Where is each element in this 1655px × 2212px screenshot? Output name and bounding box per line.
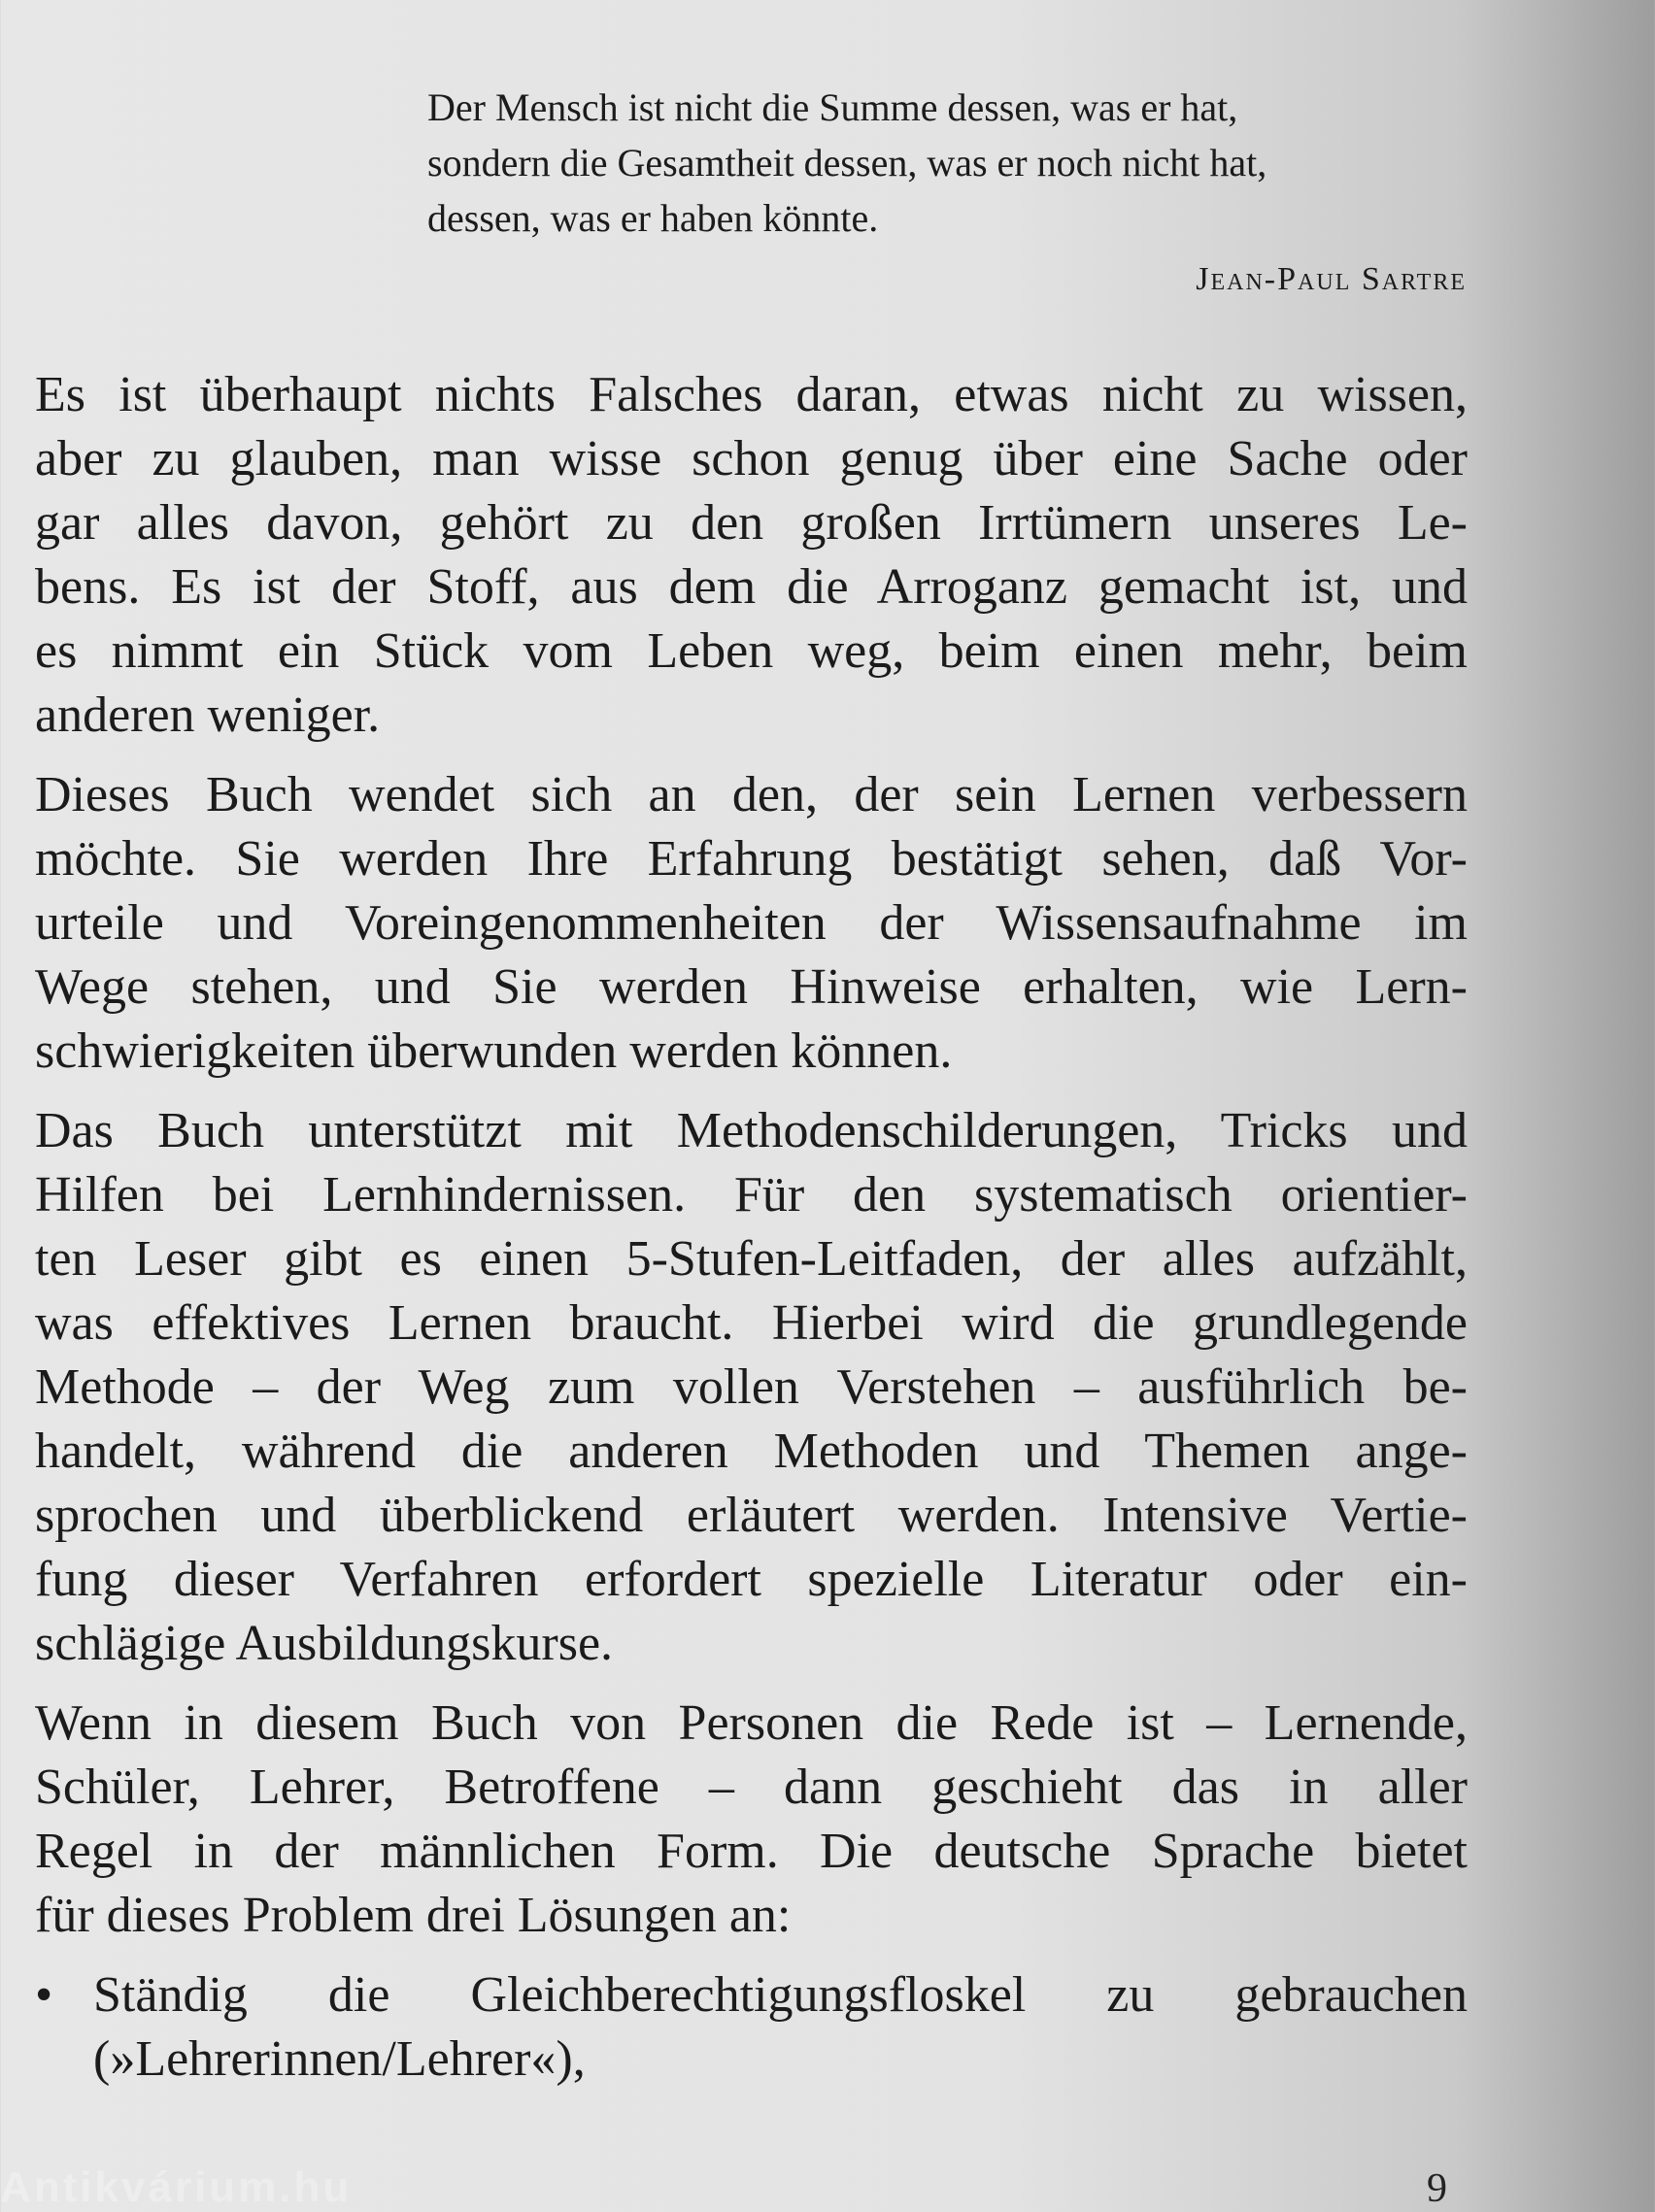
- text-line: (»Lehrerinnen/Lehrer«),: [93, 2031, 586, 2087]
- text-line: Hilfen bei Lernhindernissen. Für den systematisch orientier-: [35, 1167, 1468, 1223]
- text-line: es nimmt ein Stück vom Leben weg, beim einen mehr, beim: [35, 623, 1468, 679]
- text-line: sprochen und überblickend erläutert werden. Intensive Vertie-: [35, 1488, 1468, 1543]
- page-number: 9: [1427, 2166, 1447, 2211]
- text-line: Regel in der männlichen Form. Die deutsche Sprache bietet: [35, 1824, 1468, 1879]
- epigraph-line: sondern die Gesamtheit dessen, was er noch nicht hat,: [427, 141, 1267, 184]
- text-line: Ständig die Gleichberechtigungsfloskel zu gebrauchen: [93, 1967, 1468, 2023]
- text-line: anderen weniger.: [35, 687, 381, 743]
- text-line: aber zu glauben, man wisse schon genug über eine Sache oder: [35, 431, 1468, 486]
- text-line: ten Leser gibt es einen 5-Stufen-Leitfaden, der alles aufzählt,: [35, 1231, 1468, 1287]
- text-line: Wenn in diesem Buch von Personen die Rede ist – Lernende,: [35, 1695, 1468, 1751]
- text-line: Das Buch unterstützt mit Methodenschilderungen, Tricks und: [35, 1103, 1468, 1158]
- epigraph-line: dessen, was er haben könnte.: [427, 196, 879, 240]
- text-line: fung dieser Verfahren erfordert spezielle Literatur oder ein-: [35, 1552, 1468, 1607]
- text-line: möchte. Sie werden Ihre Erfahrung bestätigt sehen, daß Vor-: [35, 831, 1468, 887]
- paragraph: [35, 363, 1468, 748]
- bullet-icon: •: [35, 1967, 53, 2023]
- text-line: Schüler, Lehrer, Betroffene – dann geschieht das in aller: [35, 1760, 1468, 1815]
- text-line: was effektives Lernen braucht. Hierbei wird die grundlegende: [35, 1295, 1468, 1351]
- paragraph: [35, 763, 1468, 1084]
- bullet-list-item: [35, 1963, 1468, 2092]
- watermark: Antikvárium.hu: [0, 2163, 353, 2211]
- epigraph: [427, 80, 1467, 298]
- text-line: Methode – der Weg zum vollen Verstehen – ausführlich be-: [35, 1359, 1468, 1415]
- text-line: Dieses Buch wendet sich an den, der sein Lernen verbessern: [35, 767, 1468, 822]
- text-line: Wege stehen, und Sie werden Hinweise erhalten, wie Lern-: [35, 959, 1468, 1015]
- text-line: gar alles davon, gehört zu den großen Irrtümern unseres Le-: [35, 495, 1468, 551]
- text-line: schwierigkeiten überwunden werden können.: [35, 1023, 953, 1079]
- epigraph-author: Jean-Paul Sartre: [1196, 261, 1467, 297]
- epigraph-line: Der Mensch ist nicht die Summe dessen, was er hat,: [427, 85, 1238, 129]
- text-line: schlägige Ausbildungskurse.: [35, 1616, 614, 1671]
- paragraph: [35, 1099, 1468, 1676]
- text-line: urteile und Voreingenommenheiten der Wissensaufnahme im: [35, 895, 1468, 951]
- paragraph: [35, 1692, 1468, 1948]
- text-line: für dieses Problem drei Lösungen an:: [35, 1888, 792, 1943]
- text-line: bens. Es ist der Stoff, aus dem die Arroganz gemacht ist, und: [35, 559, 1468, 615]
- epigraph-quote: [427, 80, 1467, 246]
- body-text: [35, 363, 1468, 2092]
- text-line: Es ist überhaupt nichts Falsches daran, etwas nicht zu wissen,: [35, 367, 1468, 422]
- text-line: handelt, während die anderen Methoden und Themen ange-: [35, 1424, 1468, 1479]
